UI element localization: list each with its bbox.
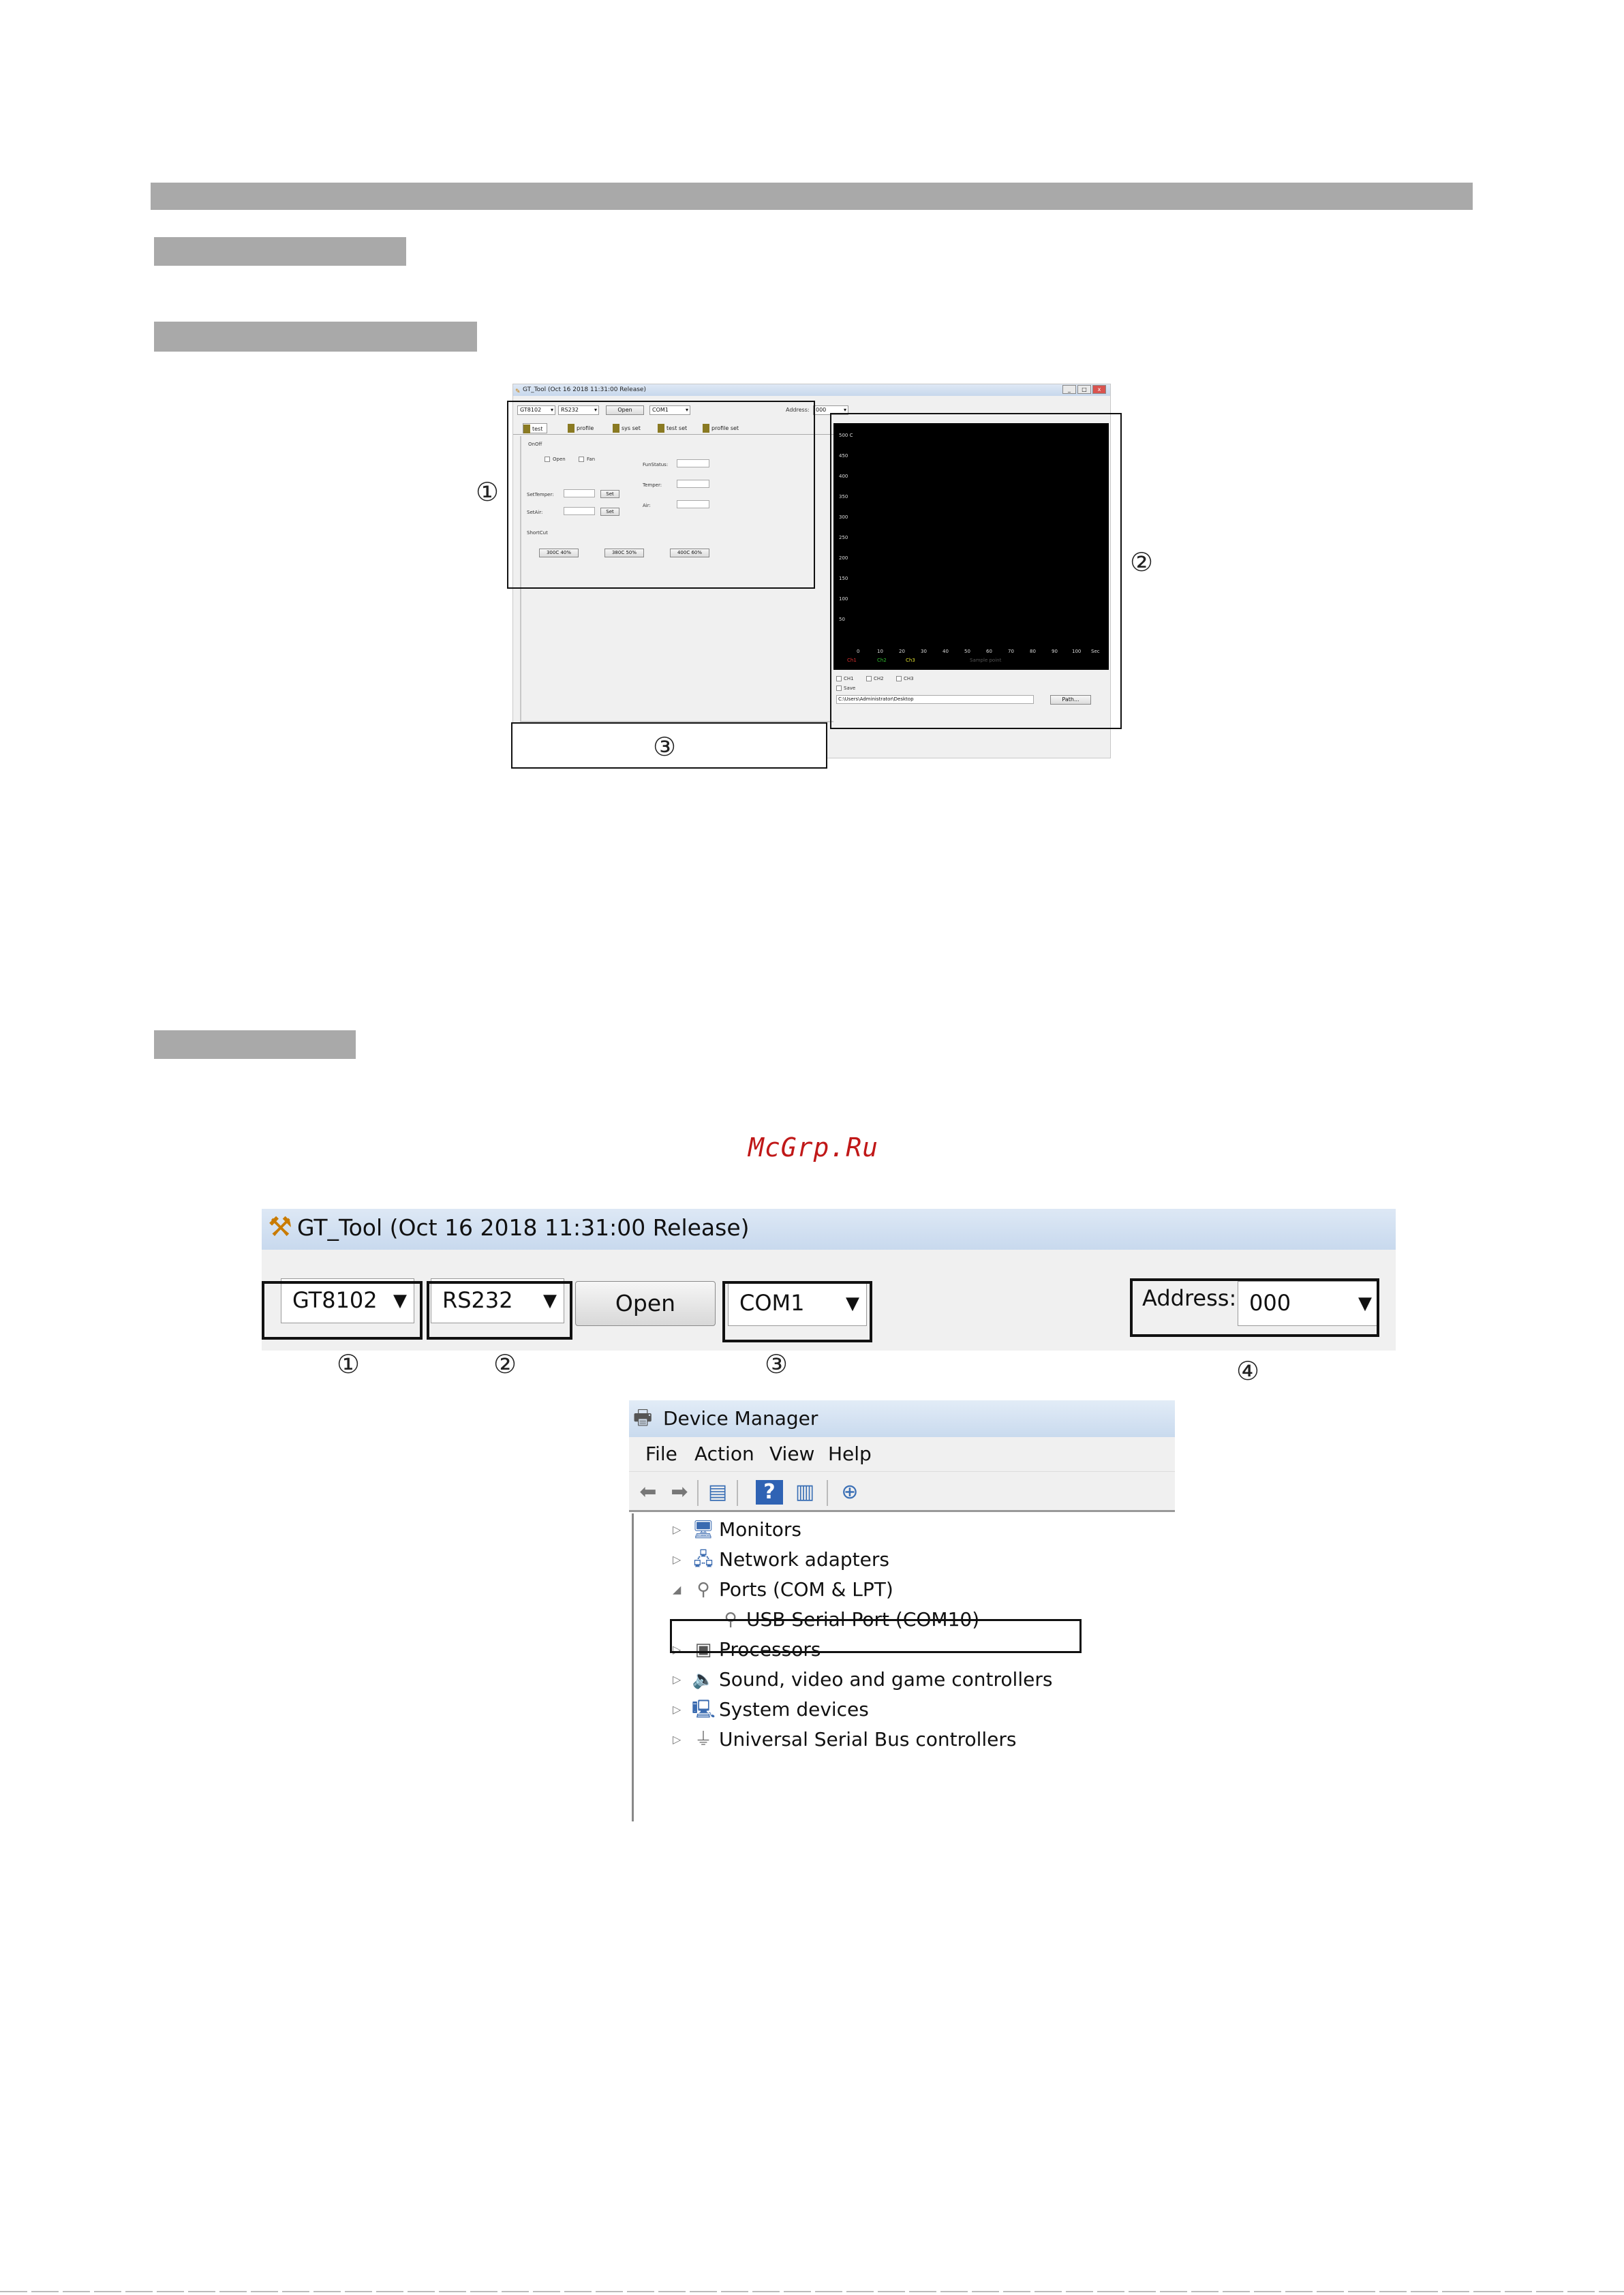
monitor-icon: 🖥 xyxy=(692,1520,715,1540)
tree-item-label: Ports (COM & LPT) xyxy=(719,1578,893,1601)
tab-sys-set[interactable]: sys set xyxy=(613,423,641,433)
tree-border xyxy=(632,1513,634,1821)
x-tick: 10 xyxy=(877,649,883,654)
update-driver-icon[interactable]: ▥ xyxy=(795,1480,815,1504)
setair-label: SetAir: xyxy=(527,510,543,515)
x-tick: 80 xyxy=(1030,649,1036,654)
shortcut-button-1[interactable]: 300C 40% xyxy=(539,549,579,557)
help-icon[interactable]: ? xyxy=(756,1480,783,1505)
menu-help[interactable]: Help xyxy=(828,1443,872,1465)
speaker-icon: 🔈 xyxy=(692,1669,715,1690)
save-check-label: Save xyxy=(844,686,856,691)
legend-ch2: Ch2 xyxy=(877,658,887,663)
y-tick: 250 xyxy=(839,535,848,540)
sample-point-label: Sample point xyxy=(970,658,1002,663)
scan-hardware-icon[interactable]: ⊕ xyxy=(841,1480,859,1504)
expand-arrow-icon[interactable]: ▷ xyxy=(673,1523,681,1536)
y-tick: 100 xyxy=(839,596,848,602)
tree-item-label: USB Serial Port (COM10) xyxy=(746,1608,980,1631)
callout-number-1: ① xyxy=(476,477,500,507)
callout-frame-1 xyxy=(507,401,815,589)
interface-select[interactable]: RS232 ▾ xyxy=(558,405,599,415)
tree-item-usb-controllers[interactable] xyxy=(673,1725,1163,1755)
callout-number-2: ② xyxy=(493,1349,517,1379)
ch2-check-label: CH2 xyxy=(874,676,884,681)
system-device-icon: 🖳 xyxy=(692,1699,716,1720)
y-tick: 200 xyxy=(839,555,848,561)
shortcut-button-2[interactable]: 380C 50% xyxy=(604,549,644,557)
device-manager-icon: 🖶 xyxy=(633,1406,653,1430)
collapse-arrow-icon[interactable]: ◢ xyxy=(673,1583,681,1596)
y-tick: 400 xyxy=(839,474,848,479)
address-label: Address: xyxy=(786,407,810,413)
network-adapter-icon: 🖧 xyxy=(693,1550,714,1570)
port-value: COM1 xyxy=(739,1290,805,1316)
address-select[interactable]: 000 ▾ xyxy=(813,405,848,415)
callout-frame-2 xyxy=(830,413,1122,729)
callout-frame-3 xyxy=(722,1281,872,1342)
tree-item-network-adapters[interactable] xyxy=(673,1545,1150,1575)
callout-number-1: ① xyxy=(337,1349,361,1379)
tree-item-label: Monitors xyxy=(719,1518,802,1541)
funstatus-label: FunStatus: xyxy=(643,462,669,467)
tab-test[interactable]: test xyxy=(523,423,547,433)
model-select[interactable]: GT8102 ▾ xyxy=(517,405,555,415)
model-value: GT8102 xyxy=(292,1287,378,1313)
address-label: Address: xyxy=(1142,1285,1237,1311)
x-tick: 90 xyxy=(1052,649,1058,654)
window-title-bar xyxy=(262,1209,1396,1250)
properties-icon[interactable]: ▤ xyxy=(707,1480,728,1504)
tree-item-label: System devices xyxy=(719,1698,869,1721)
open-button[interactable]: Open xyxy=(606,405,644,415)
window-title-bar xyxy=(629,1400,1175,1437)
expand-arrow-icon[interactable]: ▷ xyxy=(673,1553,681,1566)
callout-frame-4 xyxy=(1130,1278,1379,1337)
path-button[interactable]: Path... xyxy=(1050,695,1091,705)
forward-arrow-icon[interactable]: ➡ xyxy=(671,1480,688,1504)
y-tick: 300 xyxy=(839,514,848,520)
subheading-bar xyxy=(154,1030,356,1059)
subheading-bar xyxy=(154,322,477,352)
section-heading-bar xyxy=(151,183,1473,210)
toolbar-separator xyxy=(827,1480,828,1506)
back-arrow-icon[interactable]: ⬅ xyxy=(639,1480,657,1504)
tab-profile[interactable]: profile xyxy=(568,423,594,433)
subheading-bar xyxy=(154,237,406,266)
y-tick: 50 xyxy=(839,617,845,622)
y-tick: 450 xyxy=(839,453,848,459)
callout-frame-2 xyxy=(427,1281,572,1340)
menu-view[interactable]: View xyxy=(769,1443,815,1465)
menu-action[interactable]: Action xyxy=(694,1443,754,1465)
settemper-set-button[interactable]: Set xyxy=(600,490,619,498)
minimize-button[interactable]: _ xyxy=(1062,385,1076,394)
address-value: 000 xyxy=(1249,1290,1291,1316)
open-check-label: Open xyxy=(553,457,566,462)
window-title-bar xyxy=(513,384,1110,396)
callout-number-3: ③ xyxy=(653,732,677,762)
x-tick: 0 xyxy=(857,649,860,654)
y-tick: 350 xyxy=(839,494,848,499)
callout-number-3: ③ xyxy=(765,1349,788,1379)
x-tick: Sec xyxy=(1091,649,1100,654)
open-button[interactable]: Open xyxy=(575,1281,716,1326)
dropdown-arrow-icon: ▼ xyxy=(846,1293,859,1314)
menu-bar xyxy=(629,1437,1175,1471)
dropdown-arrow-icon: ▼ xyxy=(393,1291,407,1311)
maximize-button[interactable]: □ xyxy=(1077,385,1091,394)
window-title: GT_Tool (Oct 16 2018 11:31:00 Release) xyxy=(297,1214,750,1241)
x-tick: 30 xyxy=(921,649,927,654)
tree-item-ports[interactable] xyxy=(673,1575,1150,1605)
x-tick: 20 xyxy=(899,649,905,654)
x-tick: 70 xyxy=(1008,649,1014,654)
device-manager-window xyxy=(629,1400,1175,1821)
tree-item-label: Network adapters xyxy=(719,1548,889,1571)
window-title: GT_Tool (Oct 16 2018 11:31:00 Release) xyxy=(523,386,646,393)
legend-ch1: Ch1 xyxy=(847,658,857,663)
air-label: Air: xyxy=(643,503,651,508)
ch1-check-label: CH1 xyxy=(844,676,854,681)
x-tick: 100 xyxy=(1072,649,1082,654)
fan-check-label: Fan xyxy=(587,457,596,462)
x-tick: 60 xyxy=(986,649,992,654)
y-tick: 150 xyxy=(839,576,848,581)
x-tick: 50 xyxy=(964,649,970,654)
footer-line xyxy=(0,2291,1624,2292)
dropdown-arrow-icon: ▼ xyxy=(1358,1293,1372,1314)
tab-profile-set[interactable]: profile set xyxy=(703,423,739,433)
toolbar-separator xyxy=(697,1480,699,1506)
toolbar xyxy=(629,1471,1175,1512)
callout-frame-1 xyxy=(262,1281,423,1340)
port-select[interactable]: COM1 ▾ xyxy=(649,405,690,415)
path-field[interactable]: C:\Users\Administrator\Desktop xyxy=(836,695,1034,704)
tree-item-label: Sound, video and game controllers xyxy=(719,1668,1053,1691)
app-icon: ✎ xyxy=(515,388,521,395)
callout-number-2: ② xyxy=(1130,547,1154,577)
y-unit-label: 500 C xyxy=(839,433,853,438)
highlight-frame-usb-serial-port xyxy=(670,1619,1082,1653)
shortcut-button-3[interactable]: 400C 60% xyxy=(670,549,709,557)
setair-set-button[interactable]: Set xyxy=(600,508,619,516)
tool-icon: ⚒ xyxy=(268,1212,292,1243)
port-icon: ⚲ xyxy=(696,1580,710,1600)
usb-icon: ⏚ xyxy=(694,1729,712,1750)
dropdown-arrow-icon: ▼ xyxy=(543,1291,557,1311)
tree-item-label: Processors xyxy=(719,1638,821,1661)
callout-number-4: ④ xyxy=(1236,1356,1260,1386)
processor-icon: ▣ xyxy=(694,1639,712,1660)
legend-ch3: Ch3 xyxy=(906,658,915,663)
expand-arrow-icon[interactable]: ▷ xyxy=(673,1703,681,1716)
expand-arrow-icon[interactable]: ▷ xyxy=(673,1643,681,1656)
temper-label: Temper: xyxy=(643,482,662,488)
tree-item-label: Universal Serial Bus controllers xyxy=(719,1728,1017,1751)
tab-test-set[interactable]: test set xyxy=(658,423,687,433)
watermark-text: McGrp.Ru xyxy=(748,1133,879,1162)
window-title: Device Manager xyxy=(663,1407,818,1430)
expand-arrow-icon[interactable]: ▷ xyxy=(673,1673,681,1686)
x-tick: 40 xyxy=(943,649,949,654)
onoff-label: OnOff xyxy=(528,442,542,447)
toolbar-separator xyxy=(737,1480,738,1506)
expand-arrow-icon[interactable]: ▷ xyxy=(673,1733,681,1746)
shortcut-label: ShortCut xyxy=(527,530,548,536)
tree-item-system-devices[interactable] xyxy=(673,1695,1150,1725)
tree-item-sound-video[interactable] xyxy=(673,1665,1163,1695)
serial-port-icon: ⚲ xyxy=(724,1609,737,1630)
close-button[interactable]: x xyxy=(1092,385,1106,394)
interface-value: RS232 xyxy=(442,1287,513,1313)
ch3-check-label: CH3 xyxy=(904,676,914,681)
settemper-label: SetTemper: xyxy=(527,492,554,497)
tree-item-monitors[interactable] xyxy=(673,1515,1150,1545)
menu-file[interactable]: File xyxy=(645,1443,677,1465)
